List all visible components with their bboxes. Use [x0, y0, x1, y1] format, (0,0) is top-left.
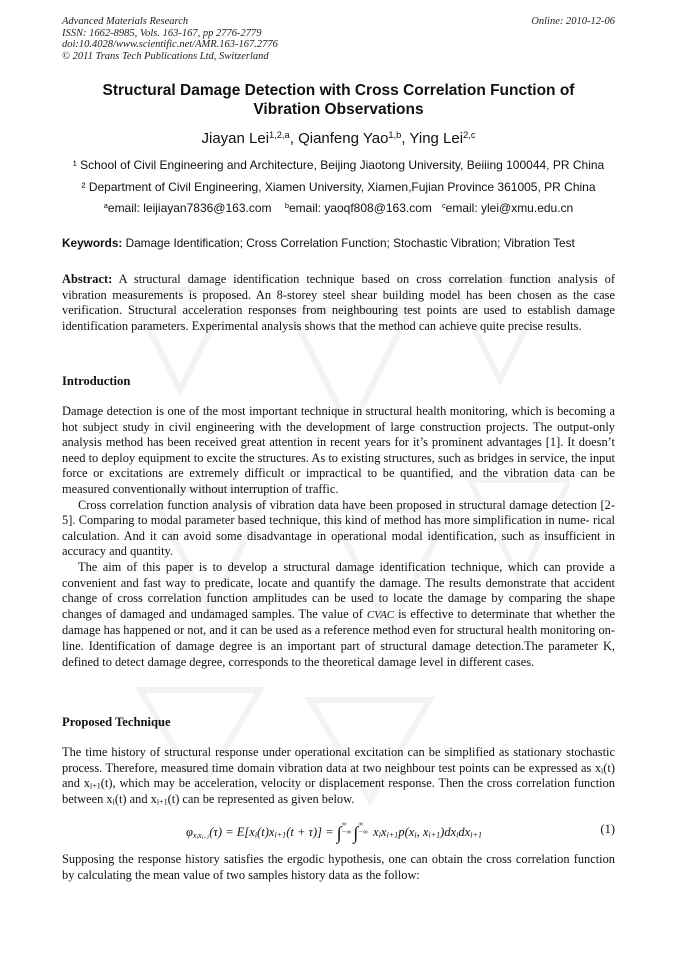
p1-c: (t), which may be acceleration, velocity or displacement response. Then the cross correlation function between x: [62, 776, 615, 806]
proposed-body: [62, 745, 615, 807]
author-3-affil: 2,c: [463, 129, 476, 140]
p1-a: The time history of structural response under operational excitation can be simplified as stationary stochastic process. Therefore, measured time domain vibration data at two neighbour test points can be expressed as x: [62, 745, 615, 775]
email-a-sup: a: [103, 200, 108, 210]
introduction-heading: Introduction: [62, 374, 131, 388]
affiliation-1: ¹ School of Civil Engineering and Architecture, Beijing Jiaotong University, Beiiing 100044, PR China: [72, 158, 605, 172]
paper-title: [62, 81, 615, 119]
affiliation-2: ² Department of Civil Engineering, Xiamen University, Xiamen,Fujian Province 361005, PR China: [81, 180, 596, 194]
p1-d: (t) and x: [114, 791, 157, 806]
proposed-heading: Proposed Technique: [62, 715, 171, 729]
intro-paragraph-3: [62, 560, 615, 670]
author-2-affil: 1,b: [388, 129, 402, 140]
p1-sub-3: i: [112, 797, 115, 807]
author-3: , Ying Lei: [401, 130, 464, 147]
title-line-1: Structural Damage Detection with Cross Correlation Function of: [102, 82, 575, 99]
copyright-line: © 2011 Trans Tech Publications Ltd, Switzerland: [62, 50, 269, 62]
author-2: , Qianfeng Yao: [289, 130, 389, 147]
p1-sub-4: i+1: [156, 797, 168, 807]
email-line: [62, 201, 615, 215]
intro-p3-part-a: The aim of this paper is to develop a structural damage identification technique, which can provide a convenient and fast way to predicate, locate and quantify the damage. The results demonstrate that accident change of cross correlation function amplitudes can be used to locate the damage by comparing the shape changes of damaged and undamaged samples. The value of: [62, 559, 615, 621]
p1-sub-2: i+1: [89, 781, 101, 791]
p1-b: (t) and x: [62, 760, 615, 791]
author-1: Jiayan Lei: [201, 130, 270, 147]
keywords-text: Damage Identification; Cross Correlation Function; Stochastic Vibration; Vibration Test: [122, 236, 575, 250]
p1-sub-1: i: [601, 766, 604, 776]
abstract-text: A structural damage identification technique based on cross correlation function analysis of vibration measurements is proposed. An 8-storey steel shear building model has been chosen as the case verification. Structural acceleration responses from neighbouring test points are used to establish damage identification parameters. Experimental analysis shows that the method can achieve quite precise results.: [62, 272, 615, 333]
keywords: [62, 236, 618, 250]
author-1-affil: 1,2,a: [269, 129, 290, 140]
email-c: email: ylei@xmu.edu.cn: [445, 201, 574, 215]
abstract-label: Abstract:: [62, 272, 113, 286]
introduction-body: [62, 404, 615, 670]
issn-line: ISSN: 1662-8985, Vols. 163-167, pp 2776-2779: [62, 27, 262, 39]
email-b: email: yaoqf808@163.com: [288, 201, 432, 215]
author-list: [62, 129, 615, 149]
title-line-2: Vibration Observations: [253, 101, 424, 118]
equation-1: [62, 818, 615, 844]
equation-number: (1): [600, 822, 615, 836]
abstract: [62, 272, 615, 334]
proposed-paragraph-2: Supposing the response history satisfies the ergodic hypothesis, one can obtain the cross correlation function by calculating the mean value of two samples history data as the follow:: [62, 852, 615, 882]
doi-line: doi:10.4028/www.scientific.net/AMR.163-167.2776: [62, 39, 278, 50]
journal-name: Advanced Materials Research: [62, 16, 189, 27]
cvac-term: CVAC: [366, 608, 395, 621]
p1-e: (t) can be represented as given below.: [167, 791, 355, 806]
keywords-label: Keywords:: [62, 236, 123, 250]
intro-paragraph-1: Damage detection is one of the most important technique in structural health monitoring, which is becoming a hot subject study in civil engineering with the development of large construction projects. The output-only analysis method has been received great attention in recent years for it’s prominent advantages [1]. It doesn’t need to deploy equipment to excite the structures. As to existing structures, such as bridges in service, the input force or excitations are extremely difficult or impractical to be quantified, and the vibration data can be measured conventionally without interruption of traffic.: [62, 404, 615, 496]
online-date: Online: 2010-12-06: [531, 16, 615, 27]
email-c-sup: c: [441, 200, 446, 210]
intro-paragraph-2: Cross correlation function analysis of vibration data have been proposed in structural damage detection [2-5]. Comparing to modal parameter based technique, this kind of method has more simplification in nume- rical calculation. And it can avoid some disadvantage in operational modal identification, such as insufficient in accuracy and quantity.: [62, 497, 615, 559]
email-a: email: leijiayan7836@163.com: [107, 201, 272, 215]
proposed-paragraph-1: [62, 745, 615, 807]
journal-header: [62, 16, 278, 62]
email-b-sup: b: [284, 200, 289, 210]
equation-body: $\varphi_{x_ix_{i+1}}(\tau) = E[x_i(t)x_{i+1}(t + \tau)]$ = ∫∞ −∞ ∫∞ −∞ $x_ix_{i+1}p(x_i$, $x_{i+1})dx_idx_{i+1}$: [186, 820, 482, 843]
intro-p3-part-b: is effective to determinate that whether the damage has happened or not, and it can be used as a reference method even for structural health monitoring on-line. Identification of damage degree is an important part of structural damage detection.The parameter K, defined to detect damage degree, corresponds to the theoretical damage level in different cases.: [62, 606, 615, 669]
